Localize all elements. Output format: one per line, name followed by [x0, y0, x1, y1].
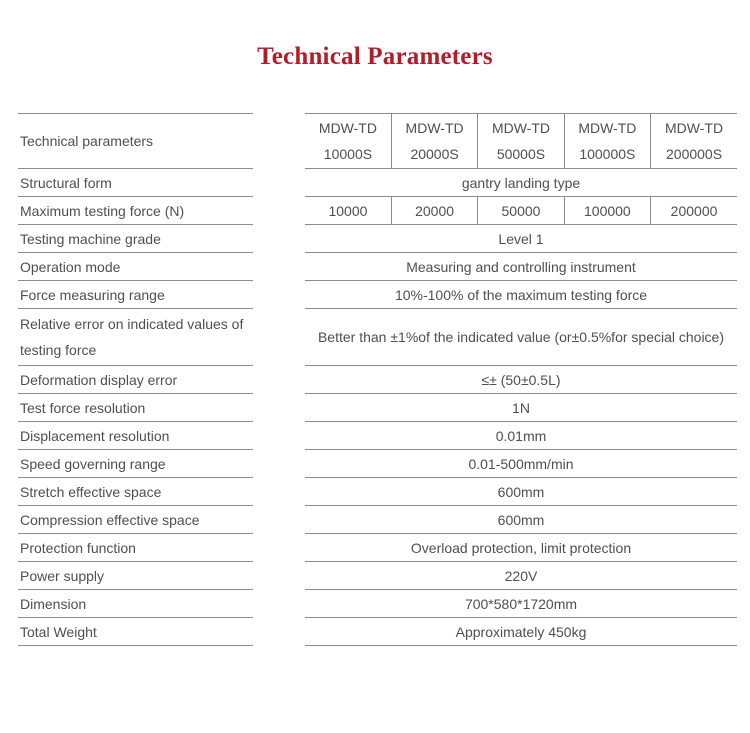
table-row: [18, 478, 737, 506]
table-row: [18, 197, 737, 225]
row-value: ≤± (50±0.5L): [305, 366, 737, 394]
row-value: 10%-100% of the maximum testing force: [305, 281, 737, 309]
row-label: Displacement resolution: [18, 422, 253, 450]
row-value: 220V: [305, 562, 737, 590]
spacer-cell: [253, 590, 305, 618]
table-row: [18, 253, 737, 281]
column-header-series: MDW-TD: [665, 120, 724, 136]
row-value: 600mm: [305, 506, 737, 534]
spacer-cell: [253, 534, 305, 562]
spacer-cell: [253, 450, 305, 478]
column-header-capacity: 20000S: [410, 146, 459, 162]
row-value-cell: 20000: [391, 197, 477, 225]
row-value-cell: 200000: [651, 197, 737, 225]
table-row: [18, 506, 737, 534]
spacer-cell: [253, 114, 305, 169]
row-label: Maximum testing force (N): [18, 197, 253, 225]
header-label-cell: Technical parameters: [18, 114, 253, 169]
spacer-cell: [253, 422, 305, 450]
table-row: [18, 590, 737, 618]
row-label: Structural form: [18, 169, 253, 197]
column-header-series: MDW-TD: [491, 120, 550, 136]
column-header: [651, 114, 737, 169]
row-value: Measuring and controlling instrument: [305, 253, 737, 281]
spacer-cell: [253, 562, 305, 590]
row-value: 0.01mm: [305, 422, 737, 450]
table-row: [18, 450, 737, 478]
row-value: Approximately 450kg: [305, 618, 737, 646]
row-value-cell: 10000: [305, 197, 391, 225]
row-value-cell: 100000: [564, 197, 650, 225]
row-label: Speed governing range: [18, 450, 253, 478]
row-value: 1N: [305, 394, 737, 422]
table-row: [18, 366, 737, 394]
row-label: Test force resolution: [18, 394, 253, 422]
column-header-capacity: 10000S: [323, 146, 373, 162]
table-row: [18, 394, 737, 422]
header-row: [18, 114, 737, 169]
row-label: Testing machine grade: [18, 225, 253, 253]
spacer-cell: [253, 169, 305, 197]
column-header-series: MDW-TD: [405, 120, 464, 136]
spacer-cell: [253, 197, 305, 225]
table-row: [18, 618, 737, 646]
row-value-cell: 50000: [478, 197, 564, 225]
row-label: Total Weight: [18, 618, 253, 646]
row-label: Protection function: [18, 534, 253, 562]
row-label: Stretch effective space: [18, 478, 253, 506]
spacer-cell: [253, 281, 305, 309]
table-row: [18, 281, 737, 309]
row-label: Compression effective space: [18, 506, 253, 534]
table-row: [18, 309, 737, 366]
row-value: 700*580*1720mm: [305, 590, 737, 618]
column-header-capacity: 100000S: [579, 146, 636, 162]
spacer-cell: [253, 366, 305, 394]
row-label: Operation mode: [18, 253, 253, 281]
page-title: Technical Parameters: [257, 43, 493, 70]
column-header: [305, 114, 391, 169]
table-row: [18, 225, 737, 253]
column-header: [564, 114, 650, 169]
row-label: Deformation display error: [18, 366, 253, 394]
row-value: 0.01-500mm/min: [305, 450, 737, 478]
row-label: Relative error on indicated values of testing force: [18, 309, 253, 366]
table-row: [18, 422, 737, 450]
spacer-cell: [253, 394, 305, 422]
spacer-cell: [253, 478, 305, 506]
spacer-cell: [253, 309, 305, 366]
spacer-cell: [253, 506, 305, 534]
spacer-cell: [253, 225, 305, 253]
table-row: [18, 169, 737, 197]
spacer-cell: [253, 618, 305, 646]
row-label: Force measuring range: [18, 281, 253, 309]
row-value: 600mm: [305, 478, 737, 506]
row-label: Power supply: [18, 562, 253, 590]
column-header: [391, 114, 477, 169]
column-header-series: MDW-TD: [578, 120, 637, 136]
spacer-cell: [253, 253, 305, 281]
row-value: Better than ±1%of the indicated value (or±0.5%for special choice): [305, 309, 737, 366]
column-header-capacity: 50000S: [496, 146, 546, 162]
table-row: [18, 562, 737, 590]
table-row: [18, 534, 737, 562]
column-header-series: MDW-TD: [318, 120, 377, 136]
row-value: Overload protection, limit protection: [305, 534, 737, 562]
row-label: Dimension: [18, 590, 253, 618]
row-value: Level 1: [305, 225, 737, 253]
column-header-capacity: 200000S: [666, 146, 723, 162]
parameters-table: [18, 113, 737, 646]
row-value: gantry landing type: [305, 169, 737, 197]
column-header: [478, 114, 564, 169]
